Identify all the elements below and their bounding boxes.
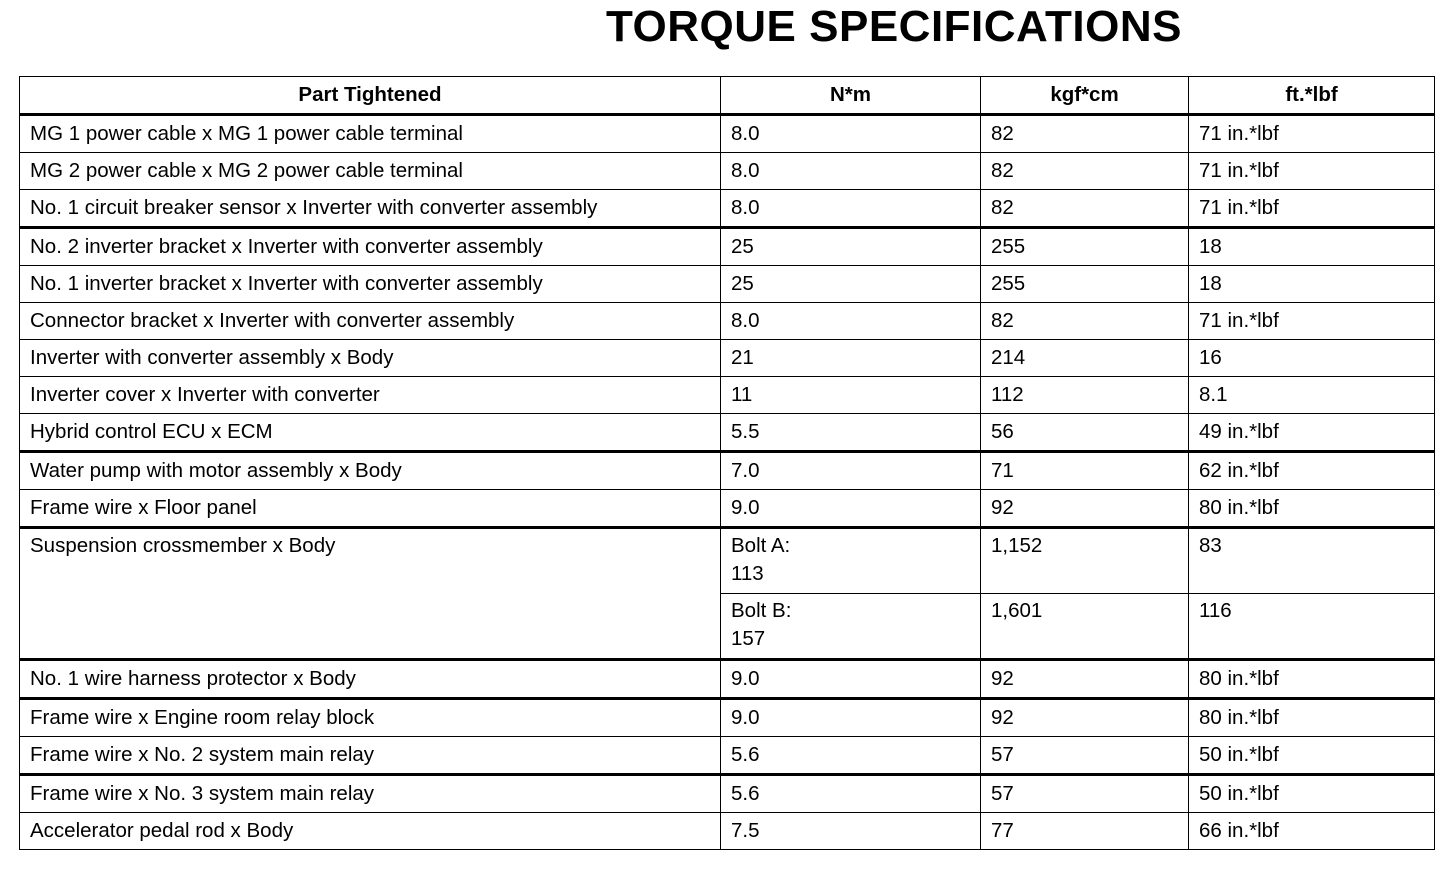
cell-ftlbf: 8.1 bbox=[1189, 377, 1435, 414]
cell-part: Water pump with motor assembly x Body bbox=[20, 452, 721, 490]
cell-ftlbf: 50 in.*lbf bbox=[1189, 775, 1435, 813]
table-row bbox=[20, 303, 1435, 340]
cell-part: Connector bracket x Inverter with converter assembly bbox=[20, 303, 721, 340]
cell-nm: 11 bbox=[721, 377, 981, 414]
cell-nm: 5.6 bbox=[721, 737, 981, 775]
table-row bbox=[20, 377, 1435, 414]
table-row bbox=[20, 266, 1435, 303]
table-row bbox=[20, 228, 1435, 266]
table-row bbox=[20, 660, 1435, 699]
cell-kgf: 82 bbox=[981, 303, 1189, 340]
cell-nm: 25 bbox=[721, 266, 981, 303]
cell-ftlbf: 71 in.*lbf bbox=[1189, 190, 1435, 228]
cell-kgf: 112 bbox=[981, 377, 1189, 414]
cell-part: Frame wire x No. 2 system main relay bbox=[20, 737, 721, 775]
table-row bbox=[20, 490, 1435, 528]
cell-kgf: 1,601 bbox=[981, 594, 1189, 660]
cell-kgf: 82 bbox=[981, 115, 1189, 153]
cell-kgf: 92 bbox=[981, 660, 1189, 699]
cell-nm: 5.6 bbox=[721, 775, 981, 813]
cell-ftlbf: 50 in.*lbf bbox=[1189, 737, 1435, 775]
cell-nm: 5.5 bbox=[721, 414, 981, 452]
cell-nm: 9.0 bbox=[721, 490, 981, 528]
cell-part: Hybrid control ECU x ECM bbox=[20, 414, 721, 452]
cell-kgf: 92 bbox=[981, 490, 1189, 528]
cell-nm: 8.0 bbox=[721, 153, 981, 190]
cell-part: Frame wire x Engine room relay block bbox=[20, 699, 721, 737]
cell-ftlbf: 116 bbox=[1189, 594, 1435, 660]
cell-part: Suspension crossmember x Body bbox=[20, 528, 721, 660]
cell-nm: Bolt B: 157 bbox=[721, 594, 981, 660]
table-row bbox=[20, 452, 1435, 490]
cell-nm: 9.0 bbox=[721, 660, 981, 699]
table-row bbox=[20, 153, 1435, 190]
cell-ftlbf: 71 in.*lbf bbox=[1189, 153, 1435, 190]
cell-kgf: 56 bbox=[981, 414, 1189, 452]
cell-nm: 7.0 bbox=[721, 452, 981, 490]
cell-kgf: 92 bbox=[981, 699, 1189, 737]
cell-part: No. 2 inverter bracket x Inverter with converter assembly bbox=[20, 228, 721, 266]
cell-ftlbf: 62 in.*lbf bbox=[1189, 452, 1435, 490]
cell-kgf: 1,152 bbox=[981, 528, 1189, 594]
cell-part: Frame wire x Floor panel bbox=[20, 490, 721, 528]
cell-nm: 9.0 bbox=[721, 699, 981, 737]
cell-nm: 8.0 bbox=[721, 115, 981, 153]
cell-part: MG 2 power cable x MG 2 power cable terminal bbox=[20, 153, 721, 190]
cell-ftlbf: 66 in.*lbf bbox=[1189, 813, 1435, 850]
cell-ftlbf: 18 bbox=[1189, 228, 1435, 266]
page-title: TORQUE SPECIFICATIONS bbox=[605, 2, 1183, 51]
table-row bbox=[20, 115, 1435, 153]
cell-kgf: 255 bbox=[981, 228, 1189, 266]
table-row bbox=[20, 340, 1435, 377]
cell-ftlbf: 71 in.*lbf bbox=[1189, 115, 1435, 153]
cell-kgf: 82 bbox=[981, 190, 1189, 228]
cell-nm: 25 bbox=[721, 228, 981, 266]
cell-part: Inverter with converter assembly x Body bbox=[20, 340, 721, 377]
table-header-row bbox=[20, 77, 1435, 115]
cell-nm: 8.0 bbox=[721, 190, 981, 228]
table-row bbox=[20, 813, 1435, 850]
cell-kgf: 214 bbox=[981, 340, 1189, 377]
header-nm: N*m bbox=[721, 77, 981, 115]
cell-nm: 7.5 bbox=[721, 813, 981, 850]
cell-ftlbf: 16 bbox=[1189, 340, 1435, 377]
cell-ftlbf: 80 in.*lbf bbox=[1189, 660, 1435, 699]
cell-ftlbf: 18 bbox=[1189, 266, 1435, 303]
cell-ftlbf: 71 in.*lbf bbox=[1189, 303, 1435, 340]
table-row bbox=[20, 699, 1435, 737]
cell-part: MG 1 power cable x MG 1 power cable terminal bbox=[20, 115, 721, 153]
cell-kgf: 57 bbox=[981, 775, 1189, 813]
cell-part: No. 1 circuit breaker sensor x Inverter with converter assembly bbox=[20, 190, 721, 228]
cell-kgf: 57 bbox=[981, 737, 1189, 775]
header-kgf-cm: kgf*cm bbox=[981, 77, 1189, 115]
cell-part: Inverter cover x Inverter with converter bbox=[20, 377, 721, 414]
cell-part: Accelerator pedal rod x Body bbox=[20, 813, 721, 850]
table-row-suspension-bolt-a bbox=[20, 528, 1435, 594]
table-row bbox=[20, 737, 1435, 775]
cell-ftlbf: 49 in.*lbf bbox=[1189, 414, 1435, 452]
header-ft-lbf: ft.*lbf bbox=[1189, 77, 1435, 115]
table-row bbox=[20, 775, 1435, 813]
cell-kgf: 77 bbox=[981, 813, 1189, 850]
cell-nm: Bolt A: 113 bbox=[721, 528, 981, 594]
cell-kgf: 82 bbox=[981, 153, 1189, 190]
cell-ftlbf: 80 in.*lbf bbox=[1189, 699, 1435, 737]
cell-part: No. 1 inverter bracket x Inverter with converter assembly bbox=[20, 266, 721, 303]
cell-part: No. 1 wire harness protector x Body bbox=[20, 660, 721, 699]
cell-ftlbf: 83 bbox=[1189, 528, 1435, 594]
cell-ftlbf: 80 in.*lbf bbox=[1189, 490, 1435, 528]
cell-nm: 8.0 bbox=[721, 303, 981, 340]
cell-kgf: 255 bbox=[981, 266, 1189, 303]
cell-part: Frame wire x No. 3 system main relay bbox=[20, 775, 721, 813]
cell-nm: 21 bbox=[721, 340, 981, 377]
cell-kgf: 71 bbox=[981, 452, 1189, 490]
torque-table bbox=[19, 76, 1435, 850]
table-row bbox=[20, 190, 1435, 228]
header-part-tightened: Part Tightened bbox=[20, 77, 721, 115]
table-row bbox=[20, 414, 1435, 452]
